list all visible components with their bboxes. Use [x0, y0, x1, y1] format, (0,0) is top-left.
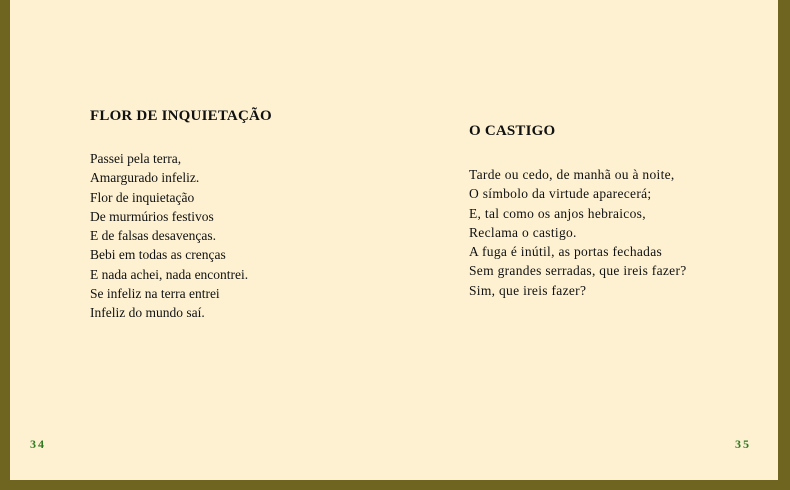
- poem-line: E, tal como os anjos hebraicos,: [469, 205, 646, 221]
- poem-line: De murmúrios festivos: [90, 208, 214, 224]
- poem-title-right: O CASTIGO: [469, 123, 556, 139]
- poem-line: Se infeliz na terra entrei: [90, 286, 220, 302]
- poem-line: Flor de inquietação: [90, 189, 195, 205]
- page-number-left: 34: [30, 437, 46, 451]
- poem-line: Tarde ou cedo, de manhã ou à noite,: [469, 167, 675, 182]
- poem-lines-left: [90, 149, 272, 323]
- poem-line: E de falsas desavenças.: [90, 228, 216, 244]
- poem-lines-right: [469, 165, 687, 300]
- poem-left: [90, 108, 272, 323]
- book-spread: [10, 0, 778, 480]
- poem-line: Passei pela terra,: [90, 151, 182, 166]
- poem-line: O símbolo da virtude aparecerá;: [469, 186, 652, 202]
- poem-line: E nada achei, nada encontrei.: [90, 266, 249, 282]
- poem-line: Sim, que ireis fazer?: [469, 282, 587, 298]
- page-number-right: 35: [735, 437, 751, 451]
- poem-line: Amargurado infeliz.: [90, 170, 200, 186]
- poem-line: Bebi em todas as crenças: [90, 247, 226, 263]
- poem-line: Reclama o castigo.: [469, 224, 577, 240]
- poem-right: [469, 123, 687, 300]
- poem-title-left: FLOR DE INQUIETAÇÃO: [90, 108, 272, 124]
- poem-line: A fuga é inútil, as portas fechadas: [469, 244, 663, 260]
- poem-line: Infeliz do mundo saí.: [90, 305, 205, 321]
- poem-line: Sem grandes serradas, que ireis fazer?: [469, 263, 687, 279]
